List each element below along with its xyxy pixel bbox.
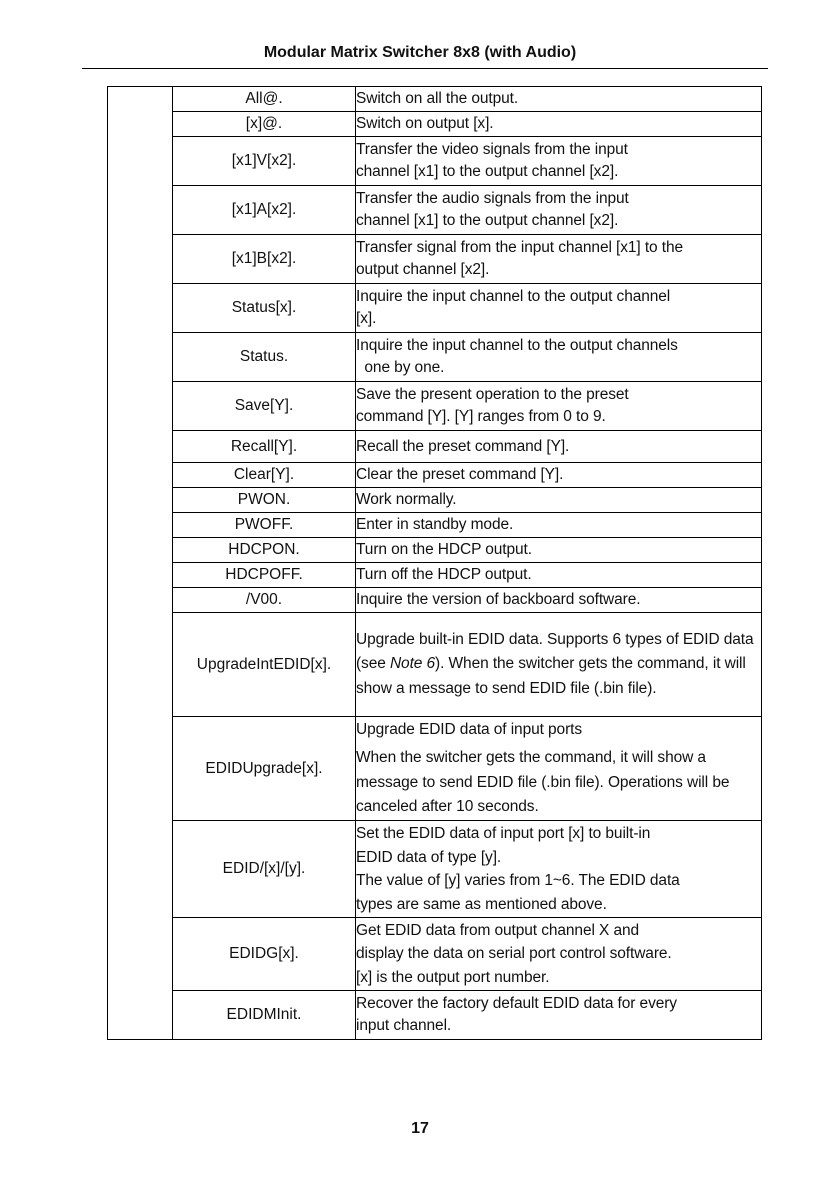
command-cell: HDCPOFF.: [173, 563, 356, 588]
description-line: [x].: [356, 310, 377, 327]
description-line: one by one.: [356, 359, 445, 376]
description-line: Switch on output [x].: [356, 115, 494, 132]
description-cell: [356, 186, 762, 235]
description-line: Transfer the audio signals from the input: [356, 190, 629, 207]
description-line: output channel [x2].: [356, 261, 490, 278]
table-row: [108, 538, 762, 563]
command-cell: EDIDUpgrade[x].: [173, 717, 356, 821]
command-cell: EDIDMInit.: [173, 991, 356, 1040]
description-cell: [356, 563, 762, 588]
description-line: Work normally.: [356, 491, 457, 508]
table-row: [108, 333, 762, 382]
description-text: ). When the switcher gets the command, it will show a message to send EDID file (.bin file).: [356, 655, 746, 697]
description-line: The value of [y] varies from 1~6. The EDID data: [356, 872, 680, 889]
command-cell: [x1]B[x2].: [173, 235, 356, 284]
description-line: input channel.: [356, 1017, 452, 1034]
description-text: Upgrade built-in EDID data. Supports 6 types of EDID data (see: [356, 630, 754, 673]
description-line: Enter in standby mode.: [356, 516, 514, 533]
description-line: command [Y]. [Y] ranges from 0 to 9.: [356, 408, 606, 425]
note-reference: Note 6: [389, 655, 436, 673]
description-cell: [356, 588, 762, 613]
description-paragraph: When the switcher gets the command, it will show a message to send EDID file (.bin file). Operations will be canceled after 10 seconds.: [356, 749, 730, 815]
page-header-title: Modular Matrix Switcher 8x8 (with Audio): [263, 44, 577, 61]
table-row: [108, 991, 762, 1040]
command-cell: [x]@.: [173, 112, 356, 137]
description-cell: [356, 284, 762, 333]
description-cell: [356, 137, 762, 186]
description-cell: [356, 821, 762, 918]
table-row: [108, 186, 762, 235]
table-row: [108, 588, 762, 613]
table-row: [108, 112, 762, 137]
command-cell: Status[x].: [173, 284, 356, 333]
description-paragraph: Upgrade EDID data of input ports: [356, 720, 582, 738]
table-row: [108, 87, 762, 112]
description-line: types are same as mentioned above.: [356, 895, 607, 913]
description-line: Save the present operation to the preset: [356, 386, 629, 403]
description-line: Turn on the HDCP output.: [356, 541, 532, 558]
command-cell: Save[Y].: [173, 382, 356, 431]
description-line: Turn off the HDCP output.: [356, 566, 532, 583]
table-row: [108, 235, 762, 284]
table-row: [108, 613, 762, 717]
command-cell: EDIDG[x].: [173, 918, 356, 991]
header-divider: [82, 68, 768, 69]
description-cell: [356, 918, 762, 991]
command-cell: All@.: [173, 87, 356, 112]
description-cell: [356, 613, 762, 717]
table-row: [108, 137, 762, 186]
command-cell: /V00.: [173, 588, 356, 613]
description-line: Clear the preset command [Y].: [356, 466, 564, 483]
command-table: [107, 86, 762, 1040]
description-line: Inquire the input channel to the output channels: [356, 337, 678, 354]
description-line: Recall the preset command [Y].: [356, 437, 570, 455]
description-cell: [356, 717, 762, 821]
table-row: [108, 382, 762, 431]
table-row: [108, 821, 762, 918]
description-cell: [356, 538, 762, 563]
description-line: channel [x1] to the output channel [x2].: [356, 212, 619, 229]
description-cell: [356, 513, 762, 538]
table-row: [108, 563, 762, 588]
command-cell: UpgradeIntEDID[x].: [173, 613, 356, 717]
description-line: channel [x1] to the output channel [x2].: [356, 163, 619, 180]
description-line: Switch on all the output.: [356, 90, 519, 107]
command-cell: PWON.: [173, 488, 356, 513]
description-line: Recover the factory default EDID data for every: [356, 995, 677, 1012]
description-cell: [356, 112, 762, 137]
description-line: Transfer signal from the input channel [x1] to the: [356, 239, 683, 256]
command-cell: [x1]V[x2].: [173, 137, 356, 186]
table-row: [108, 918, 762, 991]
description-cell: [356, 488, 762, 513]
description-line: display the data on serial port control software.: [356, 945, 672, 963]
description-cell: [356, 333, 762, 382]
description-cell: [356, 382, 762, 431]
blank-left-column: [108, 87, 173, 1040]
description-line: EDID data of type [y].: [356, 848, 502, 866]
description-cell: [356, 991, 762, 1040]
command-cell: Recall[Y].: [173, 431, 356, 463]
command-cell: PWOFF.: [173, 513, 356, 538]
description-line: [x] is the output port number.: [356, 968, 550, 986]
table-row: [108, 717, 762, 821]
command-cell: EDID/[x]/[y].: [173, 821, 356, 918]
table-row: [108, 488, 762, 513]
table-row: [108, 513, 762, 538]
command-cell: Status.: [173, 333, 356, 382]
description-cell: [356, 87, 762, 112]
description-line: Get EDID data from output channel X and: [356, 921, 640, 939]
description-cell: [356, 235, 762, 284]
table-row: [108, 431, 762, 463]
table-row: [108, 284, 762, 333]
command-cell: HDCPON.: [173, 538, 356, 563]
command-cell: [x1]A[x2].: [173, 186, 356, 235]
description-cell: [356, 431, 762, 463]
description-line: Set the EDID data of input port [x] to built-in: [356, 825, 651, 842]
description-cell: [356, 463, 762, 488]
description-line: Inquire the version of backboard software.: [356, 591, 641, 608]
command-cell: Clear[Y].: [173, 463, 356, 488]
page-number: 17: [411, 1120, 429, 1137]
table-row: [108, 463, 762, 488]
description-line: Transfer the video signals from the input: [356, 141, 628, 158]
description-line: Inquire the input channel to the output channel: [356, 288, 671, 305]
